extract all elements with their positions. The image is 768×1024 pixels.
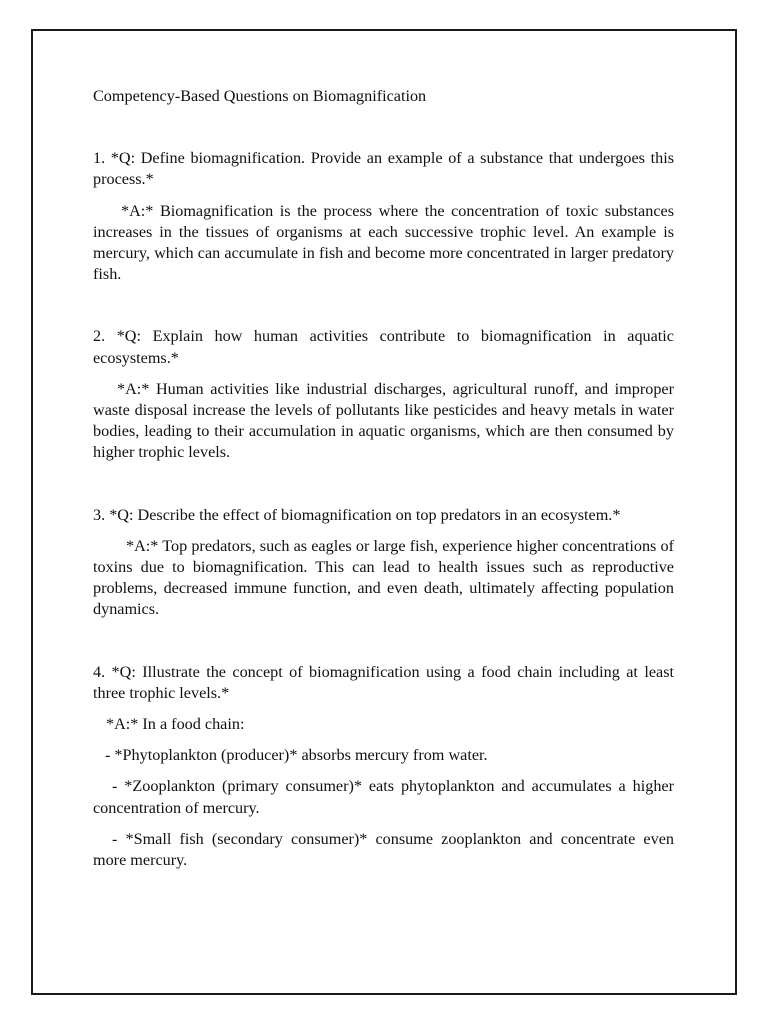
answer-4: *A:* In a food chain: xyxy=(106,715,245,734)
question-3: 3. *Q: Describe the effect of biomagnification on top predators in an ecosystem.* xyxy=(93,505,621,524)
answer-2: *A:* Human activities like industrial discharges, agricultural runoff, and improper waste disposal increase the levels of pollutants like pesticides and heavy metals in water bodies, leading to their accumulation in aquatic organisms, which are then consumed by higher trophic levels. xyxy=(93,379,674,462)
answer-1: *A:* Biomagnification is the process where the concentration of toxic substances increases in the tissues of organisms at each successive trophic level. An example is mercury, which can accumulate in fish and become more concentrated in larger predatory fish. xyxy=(93,201,674,284)
answer-3: *A:* Top predators, such as eagles or large fish, experience higher concentrations of toxins due to biomagnification. This can lead to health issues such as reproductive problems, decreased immune function, and even death, ultimately affecting population dynamics. xyxy=(93,536,674,619)
food-chain-item-phytoplankton: - *Phytoplankton (producer)* absorbs mercury from water. xyxy=(105,746,488,765)
document-title: Competency-Based Questions on Biomagnification xyxy=(93,87,427,105)
food-chain-item-small-fish: - *Small fish (secondary consumer)* consume zooplankton and concentrate even more mercury. xyxy=(93,829,674,870)
question-2: 2. *Q: Explain how human activities contribute to biomagnification in aquatic ecosystems.* xyxy=(93,327,674,367)
question-1: 1. *Q: Define biomagnification. Provide an example of a substance that undergoes this process.* xyxy=(93,149,674,189)
question-4: 4. *Q: Illustrate the concept of biomagnification using a food chain including at least three trophic levels.* xyxy=(93,662,674,702)
document-body xyxy=(93,86,674,871)
food-chain-item-zooplankton: - *Zooplankton (primary consumer)* eats phytoplankton and accumulates a higher concentration of mercury. xyxy=(93,777,674,817)
